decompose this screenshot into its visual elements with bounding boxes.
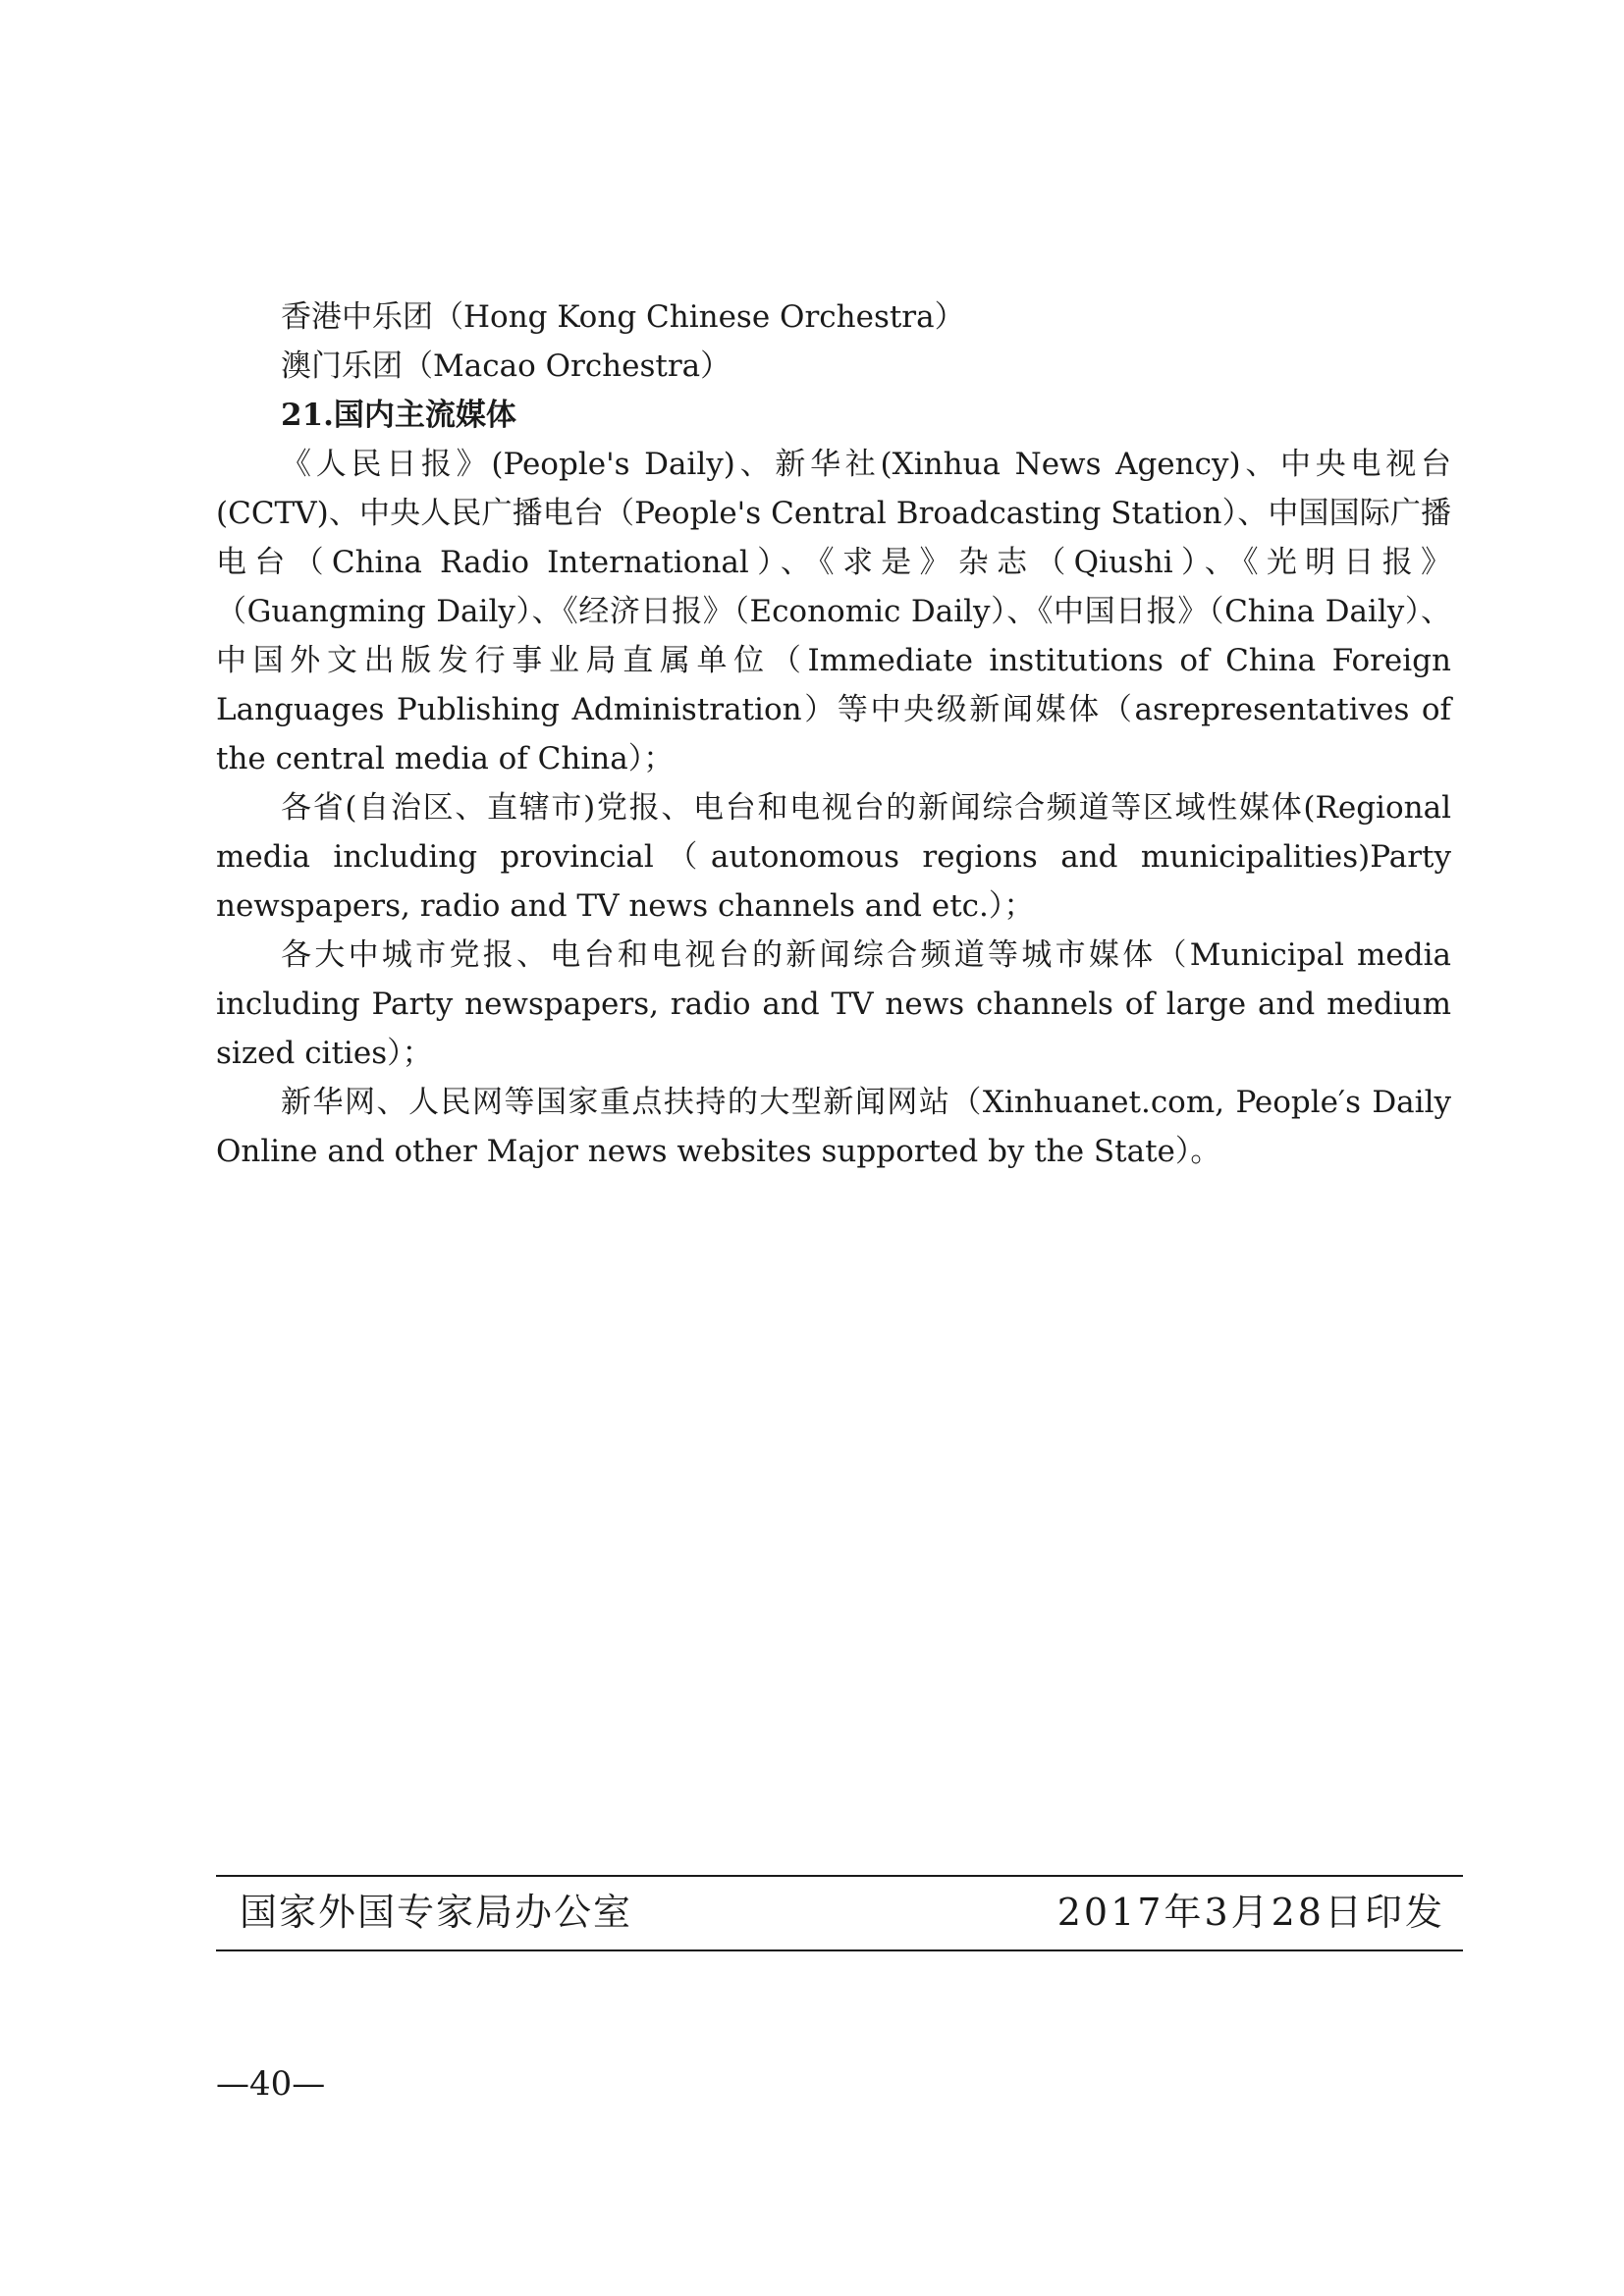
paragraph-municipal-media: 各大中城市党报、电台和电视台的新闻综合频道等城市媒体（Municipal media including Party newspapers, radio and TV news channels of large and medium sized cities）； (216, 937, 1451, 1071)
document-body (216, 293, 1451, 1176)
paragraph-news-websites: 新华网、人民网等国家重点扶持的大型新闻网站（Xinhuanet.com, People′s Daily Online and other Major news websites supported by the State）。 (216, 1085, 1451, 1169)
orchestra-hong-kong: 香港中乐团（Hong Kong Chinese Orchestra） (281, 299, 965, 335)
page-number: —40— (216, 2064, 326, 2104)
issue-date: 2017年3月28日印发 (1056, 1891, 1445, 1934)
paragraph-central-media: 《人民日报》(People's Daily)、新华社(Xinhua News Agency)、中央电视台(CCTV)、中央人民广播电台（People's Central Broadcasting Station）、中国国际广播电台（China Radio International）、《求是》杂志（Qiushi）、《光明日报》（Guangming Daily）、《经济日报》（Economic Daily）、《中国日报》（China Daily）、中国外文出版发行事业局直属单位（Immediate institutions of China Foreign Languages Publishing Administration）等中央级新闻媒体（asrepresentatives of the central media of China）； (216, 447, 1451, 776)
orchestra-macao: 澳门乐团（Macao Orchestra） (281, 348, 731, 384)
issuing-office: 国家外国专家局办公室 (240, 1891, 633, 1934)
paragraph-regional-media: 各省(自治区、直辖市)党报、电台和电视台的新闻综合频道等区域性媒体(Regional media including provincial（autonomous regions and municipalities)Party newspapers, radio and TV news channels and etc.）； (216, 790, 1451, 924)
footer-top-rule (216, 1875, 1463, 1877)
section-heading: 21.国内主流媒体 (281, 398, 516, 433)
footer-bottom-rule (216, 1949, 1463, 1951)
